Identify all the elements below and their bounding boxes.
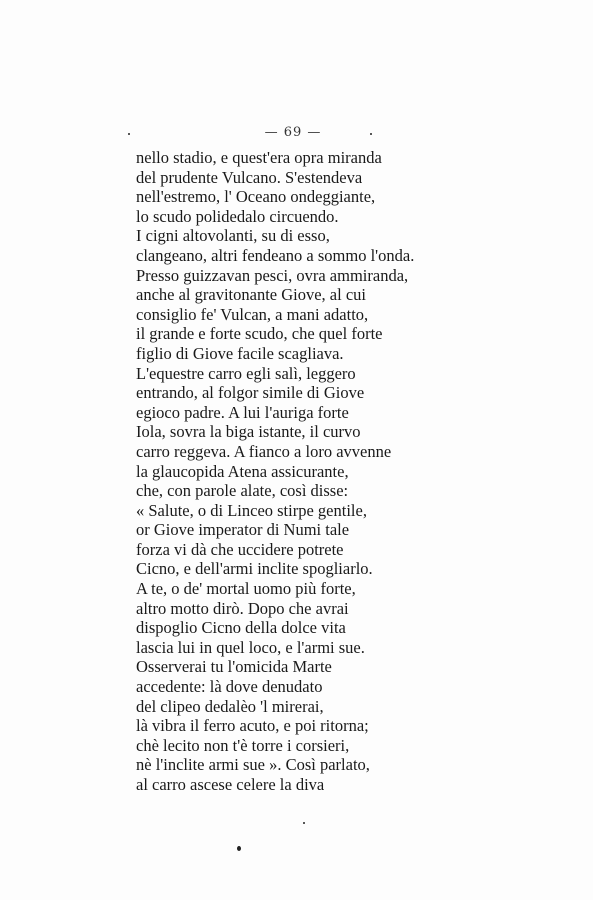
text-line: consiglio fe' Vulcan, a mani adatto, <box>136 304 369 324</box>
text-line: or Giove imperator di Numi tale <box>136 520 350 540</box>
text-line: figlio di Giove facile scagliava. <box>136 343 344 363</box>
text-line: L'equestre carro egli salì, leggero <box>136 363 356 383</box>
text-line: Osserverai tu l'omicida Marte <box>136 657 332 677</box>
text-line: accedente: là dove denudato <box>136 677 323 697</box>
text-line: che, con parole alate, così disse: <box>136 481 349 501</box>
text-line: al carro ascese celere la diva <box>136 775 325 794</box>
page-number: — 69 — <box>264 125 322 140</box>
text-line: Iola, sovra la biga istante, il curvo <box>136 422 361 442</box>
text-line: anche al gravitonante Giove, al cui <box>136 285 366 305</box>
text-line: « Salute, o di Linceo stirpe gentile, <box>136 500 367 520</box>
text-line: lascia lui in quel loco, e l'armi sue. <box>136 637 365 657</box>
text-line: chè lecito non t'è torre i corsieri, <box>136 735 350 755</box>
text-line: Presso guizzavan pesci, ovra ammiranda, <box>136 265 409 285</box>
ink-speck <box>370 133 372 135</box>
text-line: forza vi dà che uccidere potrete <box>136 539 344 559</box>
text-line: la glaucopida Atena assicurante, <box>136 461 349 481</box>
ink-speck <box>303 822 305 824</box>
text-line: nello stadio, e quest'era opra miranda <box>136 148 382 167</box>
text-line: là vibra il ferro acuto, e poi ritorna; <box>136 716 369 736</box>
text-line: nell'estremo, l' Oceano ondeggiante, <box>136 187 376 207</box>
text-line: altro motto dirò. Dopo che avrai <box>136 598 349 618</box>
poem-text <box>136 148 426 795</box>
text-line: A te, o de' mortal uomo più forte, <box>136 579 356 599</box>
text-line: lo scudo polidedalo circuendo. <box>136 206 339 226</box>
text-line: carro reggeva. A fianco a loro avvenne <box>136 441 392 461</box>
text-line: Cicno, e dell'armi inclite spogliarlo. <box>136 559 373 579</box>
text-line: dispoglio Cicno della dolce vita <box>136 618 346 638</box>
text-line: clangeano, altri fendeano a sommo l'onda. <box>136 245 415 265</box>
text-line: il grande e forte scudo, che quel forte <box>136 324 383 344</box>
text-line: del prudente Vulcano. S'estendeva <box>136 167 363 187</box>
text-line: nè l'inclite armi sue ». Così parlato, <box>136 755 370 775</box>
text-line: del clipeo dedalèo 'l mirerai, <box>136 696 324 716</box>
text-line: entrando, al folgor simile di Giove <box>136 383 365 403</box>
text-line: egioco padre. A lui l'auriga forte <box>136 402 349 422</box>
ink-speck <box>128 133 130 135</box>
text-line: I cigni altovolanti, su di esso, <box>136 226 330 246</box>
ink-speck <box>237 846 241 851</box>
